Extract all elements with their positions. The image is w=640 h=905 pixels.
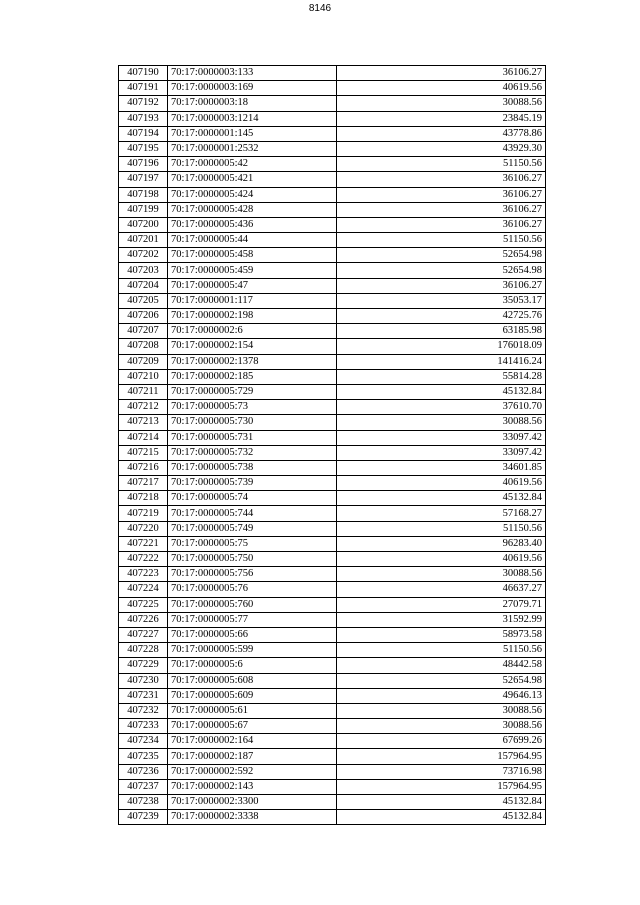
value-cell: 33097.42: [337, 430, 546, 445]
table-row: [119, 764, 546, 779]
row-number-cell: 407197: [119, 172, 168, 187]
cadastral-number-cell: 70:17:0000005:599: [168, 643, 337, 658]
cadastral-number-cell: 70:17:0000001:2532: [168, 141, 337, 156]
row-number-cell: 407224: [119, 582, 168, 597]
row-number-cell: 407202: [119, 248, 168, 263]
row-number-cell: 407237: [119, 779, 168, 794]
cadastral-number-cell: 70:17:0000002:3338: [168, 810, 337, 825]
value-cell: 51150.56: [337, 643, 546, 658]
cadastral-number-cell: 70:17:0000005:61: [168, 703, 337, 718]
table-row: [119, 233, 546, 248]
value-cell: 43778.86: [337, 126, 546, 141]
cadastral-number-cell: 70:17:0000005:738: [168, 460, 337, 475]
cadastral-number-cell: 70:17:0000005:729: [168, 384, 337, 399]
row-number-cell: 407196: [119, 157, 168, 172]
row-number-cell: 407190: [119, 66, 168, 81]
value-cell: 67699.26: [337, 734, 546, 749]
table-row: [119, 324, 546, 339]
value-cell: 49646.13: [337, 688, 546, 703]
row-number-cell: 407201: [119, 233, 168, 248]
value-cell: 42725.76: [337, 309, 546, 324]
cadastral-number-cell: 70:17:0000005:421: [168, 172, 337, 187]
value-cell: 96283.40: [337, 536, 546, 551]
table-row: [119, 779, 546, 794]
table-row: [119, 384, 546, 399]
cadastral-number-cell: 70:17:0000005:424: [168, 187, 337, 202]
row-number-cell: 407219: [119, 506, 168, 521]
cadastral-number-cell: 70:17:0000005:44: [168, 233, 337, 248]
row-number-cell: 407221: [119, 536, 168, 551]
table-row: [119, 658, 546, 673]
table-row: [119, 643, 546, 658]
value-cell: 36106.27: [337, 202, 546, 217]
row-number-cell: 407223: [119, 567, 168, 582]
value-cell: 30088.56: [337, 703, 546, 718]
table-row: [119, 96, 546, 111]
row-number-cell: 407232: [119, 703, 168, 718]
value-cell: 35053.17: [337, 293, 546, 308]
row-number-cell: 407234: [119, 734, 168, 749]
cadastral-number-cell: 70:17:0000005:73: [168, 400, 337, 415]
row-number-cell: 407230: [119, 673, 168, 688]
cadastral-number-cell: 70:17:0000005:750: [168, 552, 337, 567]
value-cell: 34601.85: [337, 460, 546, 475]
table-row: [119, 795, 546, 810]
row-number-cell: 407217: [119, 476, 168, 491]
cadastral-number-cell: 70:17:0000005:77: [168, 612, 337, 627]
cadastral-number-cell: 70:17:0000005:436: [168, 217, 337, 232]
table-row: [119, 536, 546, 551]
value-cell: 55814.28: [337, 369, 546, 384]
value-cell: 23845.19: [337, 111, 546, 126]
table-row: [119, 187, 546, 202]
value-cell: 176018.09: [337, 339, 546, 354]
value-cell: 36106.27: [337, 217, 546, 232]
row-number-cell: 407210: [119, 369, 168, 384]
table-row: [119, 430, 546, 445]
table-row: [119, 567, 546, 582]
cadastral-number-cell: 70:17:0000002:6: [168, 324, 337, 339]
table-row: [119, 445, 546, 460]
value-cell: 141416.24: [337, 354, 546, 369]
table-row: [119, 597, 546, 612]
table-row: [119, 688, 546, 703]
row-number-cell: 407214: [119, 430, 168, 445]
cadastral-number-cell: 70:17:0000005:47: [168, 278, 337, 293]
row-number-cell: 407198: [119, 187, 168, 202]
cadastral-number-cell: 70:17:0000003:18: [168, 96, 337, 111]
row-number-cell: 407199: [119, 202, 168, 217]
row-number-cell: 407216: [119, 460, 168, 475]
value-cell: 52654.98: [337, 673, 546, 688]
cadastral-number-cell: 70:17:0000005:760: [168, 597, 337, 612]
row-number-cell: 407203: [119, 263, 168, 278]
table-row: [119, 309, 546, 324]
table-row: [119, 415, 546, 430]
value-cell: 51150.56: [337, 233, 546, 248]
cadastral-number-cell: 70:17:0000002:592: [168, 764, 337, 779]
row-number-cell: 407233: [119, 719, 168, 734]
row-number-cell: 407212: [119, 400, 168, 415]
row-number-cell: 407208: [119, 339, 168, 354]
row-number-cell: 407207: [119, 324, 168, 339]
row-number-cell: 407213: [119, 415, 168, 430]
table-row: [119, 354, 546, 369]
cadastral-number-cell: 70:17:0000005:608: [168, 673, 337, 688]
row-number-cell: 407195: [119, 141, 168, 156]
row-number-cell: 407218: [119, 491, 168, 506]
value-cell: 63185.98: [337, 324, 546, 339]
table-row: [119, 612, 546, 627]
cadastral-number-cell: 70:17:0000005:732: [168, 445, 337, 460]
value-cell: 57168.27: [337, 506, 546, 521]
cadastral-number-cell: 70:17:0000002:198: [168, 309, 337, 324]
cadastral-number-cell: 70:17:0000005:730: [168, 415, 337, 430]
table-row: [119, 293, 546, 308]
value-cell: 36106.27: [337, 172, 546, 187]
row-number-cell: 407200: [119, 217, 168, 232]
row-number-cell: 407205: [119, 293, 168, 308]
value-cell: 40619.56: [337, 552, 546, 567]
table-row: [119, 248, 546, 263]
table-row: [119, 719, 546, 734]
table-row: [119, 217, 546, 232]
value-cell: 157964.95: [337, 749, 546, 764]
registry-table-body: [119, 66, 546, 825]
cadastral-number-cell: 70:17:0000005:749: [168, 521, 337, 536]
value-cell: 73716.98: [337, 764, 546, 779]
row-number-cell: 407204: [119, 278, 168, 293]
cadastral-number-cell: 70:17:0000002:185: [168, 369, 337, 384]
value-cell: 40619.56: [337, 476, 546, 491]
table-row: [119, 157, 546, 172]
cadastral-number-cell: 70:17:0000005:458: [168, 248, 337, 263]
table-row: [119, 126, 546, 141]
cadastral-number-cell: 70:17:0000005:744: [168, 506, 337, 521]
table-row: [119, 111, 546, 126]
row-number-cell: 407206: [119, 309, 168, 324]
table-row: [119, 400, 546, 415]
cadastral-number-cell: 70:17:0000002:3300: [168, 795, 337, 810]
row-number-cell: 407194: [119, 126, 168, 141]
row-number-cell: 407193: [119, 111, 168, 126]
table-row: [119, 141, 546, 156]
table-row: [119, 734, 546, 749]
value-cell: 27079.71: [337, 597, 546, 612]
registry-table: [118, 65, 546, 825]
cadastral-number-cell: 70:17:0000002:143: [168, 779, 337, 794]
row-number-cell: 407227: [119, 627, 168, 642]
row-number-cell: 407226: [119, 612, 168, 627]
row-number-cell: 407231: [119, 688, 168, 703]
cadastral-number-cell: 70:17:0000001:145: [168, 126, 337, 141]
cadastral-number-cell: 70:17:0000005:459: [168, 263, 337, 278]
cadastral-number-cell: 70:17:0000002:164: [168, 734, 337, 749]
cadastral-number-cell: 70:17:0000002:187: [168, 749, 337, 764]
value-cell: 36106.27: [337, 66, 546, 81]
row-number-cell: 407192: [119, 96, 168, 111]
page-number: 8146: [308, 3, 332, 14]
value-cell: 30088.56: [337, 719, 546, 734]
cadastral-number-cell: 70:17:0000005:66: [168, 627, 337, 642]
cadastral-number-cell: 70:17:0000005:739: [168, 476, 337, 491]
value-cell: 40619.56: [337, 81, 546, 96]
value-cell: 52654.98: [337, 248, 546, 263]
table-row: [119, 673, 546, 688]
table-row: [119, 749, 546, 764]
cadastral-number-cell: 70:17:0000005:6: [168, 658, 337, 673]
value-cell: 30088.56: [337, 567, 546, 582]
row-number-cell: 407211: [119, 384, 168, 399]
row-number-cell: 407228: [119, 643, 168, 658]
row-number-cell: 407191: [119, 81, 168, 96]
value-cell: 58973.58: [337, 627, 546, 642]
cadastral-number-cell: 70:17:0000003:1214: [168, 111, 337, 126]
table-row: [119, 476, 546, 491]
table-row: [119, 278, 546, 293]
table-row: [119, 703, 546, 718]
value-cell: 45132.84: [337, 810, 546, 825]
row-number-cell: 407220: [119, 521, 168, 536]
cadastral-number-cell: 70:17:0000001:117: [168, 293, 337, 308]
cadastral-number-cell: 70:17:0000002:154: [168, 339, 337, 354]
cadastral-number-cell: 70:17:0000005:428: [168, 202, 337, 217]
table-row: [119, 339, 546, 354]
cadastral-number-cell: 70:17:0000005:74: [168, 491, 337, 506]
table-row: [119, 66, 546, 81]
cadastral-number-cell: 70:17:0000005:67: [168, 719, 337, 734]
table-row: [119, 810, 546, 825]
table-row: [119, 506, 546, 521]
value-cell: 37610.70: [337, 400, 546, 415]
row-number-cell: 407235: [119, 749, 168, 764]
table-row: [119, 521, 546, 536]
cadastral-number-cell: 70:17:0000005:756: [168, 567, 337, 582]
value-cell: 51150.56: [337, 157, 546, 172]
table-row: [119, 263, 546, 278]
table-row: [119, 202, 546, 217]
row-number-cell: 407209: [119, 354, 168, 369]
value-cell: 36106.27: [337, 187, 546, 202]
row-number-cell: 407222: [119, 552, 168, 567]
value-cell: 33097.42: [337, 445, 546, 460]
cadastral-number-cell: 70:17:0000003:133: [168, 66, 337, 81]
table-row: [119, 369, 546, 384]
value-cell: 45132.84: [337, 384, 546, 399]
row-number-cell: 407239: [119, 810, 168, 825]
cadastral-number-cell: 70:17:0000005:731: [168, 430, 337, 445]
value-cell: 45132.84: [337, 491, 546, 506]
table-row: [119, 491, 546, 506]
table-row: [119, 627, 546, 642]
row-number-cell: 407229: [119, 658, 168, 673]
value-cell: 48442.58: [337, 658, 546, 673]
value-cell: 46637.27: [337, 582, 546, 597]
cadastral-number-cell: 70:17:0000005:75: [168, 536, 337, 551]
cadastral-number-cell: 70:17:0000005:76: [168, 582, 337, 597]
cadastral-number-cell: 70:17:0000005:42: [168, 157, 337, 172]
value-cell: 157964.95: [337, 779, 546, 794]
cadastral-number-cell: 70:17:0000003:169: [168, 81, 337, 96]
value-cell: 43929.30: [337, 141, 546, 156]
cadastral-number-cell: 70:17:0000002:1378: [168, 354, 337, 369]
table-row: [119, 552, 546, 567]
table-row: [119, 460, 546, 475]
value-cell: 30088.56: [337, 415, 546, 430]
value-cell: 30088.56: [337, 96, 546, 111]
table-row: [119, 582, 546, 597]
row-number-cell: 407238: [119, 795, 168, 810]
row-number-cell: 407236: [119, 764, 168, 779]
value-cell: 36106.27: [337, 278, 546, 293]
value-cell: 51150.56: [337, 521, 546, 536]
row-number-cell: 407215: [119, 445, 168, 460]
cadastral-number-cell: 70:17:0000005:609: [168, 688, 337, 703]
value-cell: 45132.84: [337, 795, 546, 810]
row-number-cell: 407225: [119, 597, 168, 612]
value-cell: 31592.99: [337, 612, 546, 627]
value-cell: 52654.98: [337, 263, 546, 278]
table-row: [119, 172, 546, 187]
table-row: [119, 81, 546, 96]
